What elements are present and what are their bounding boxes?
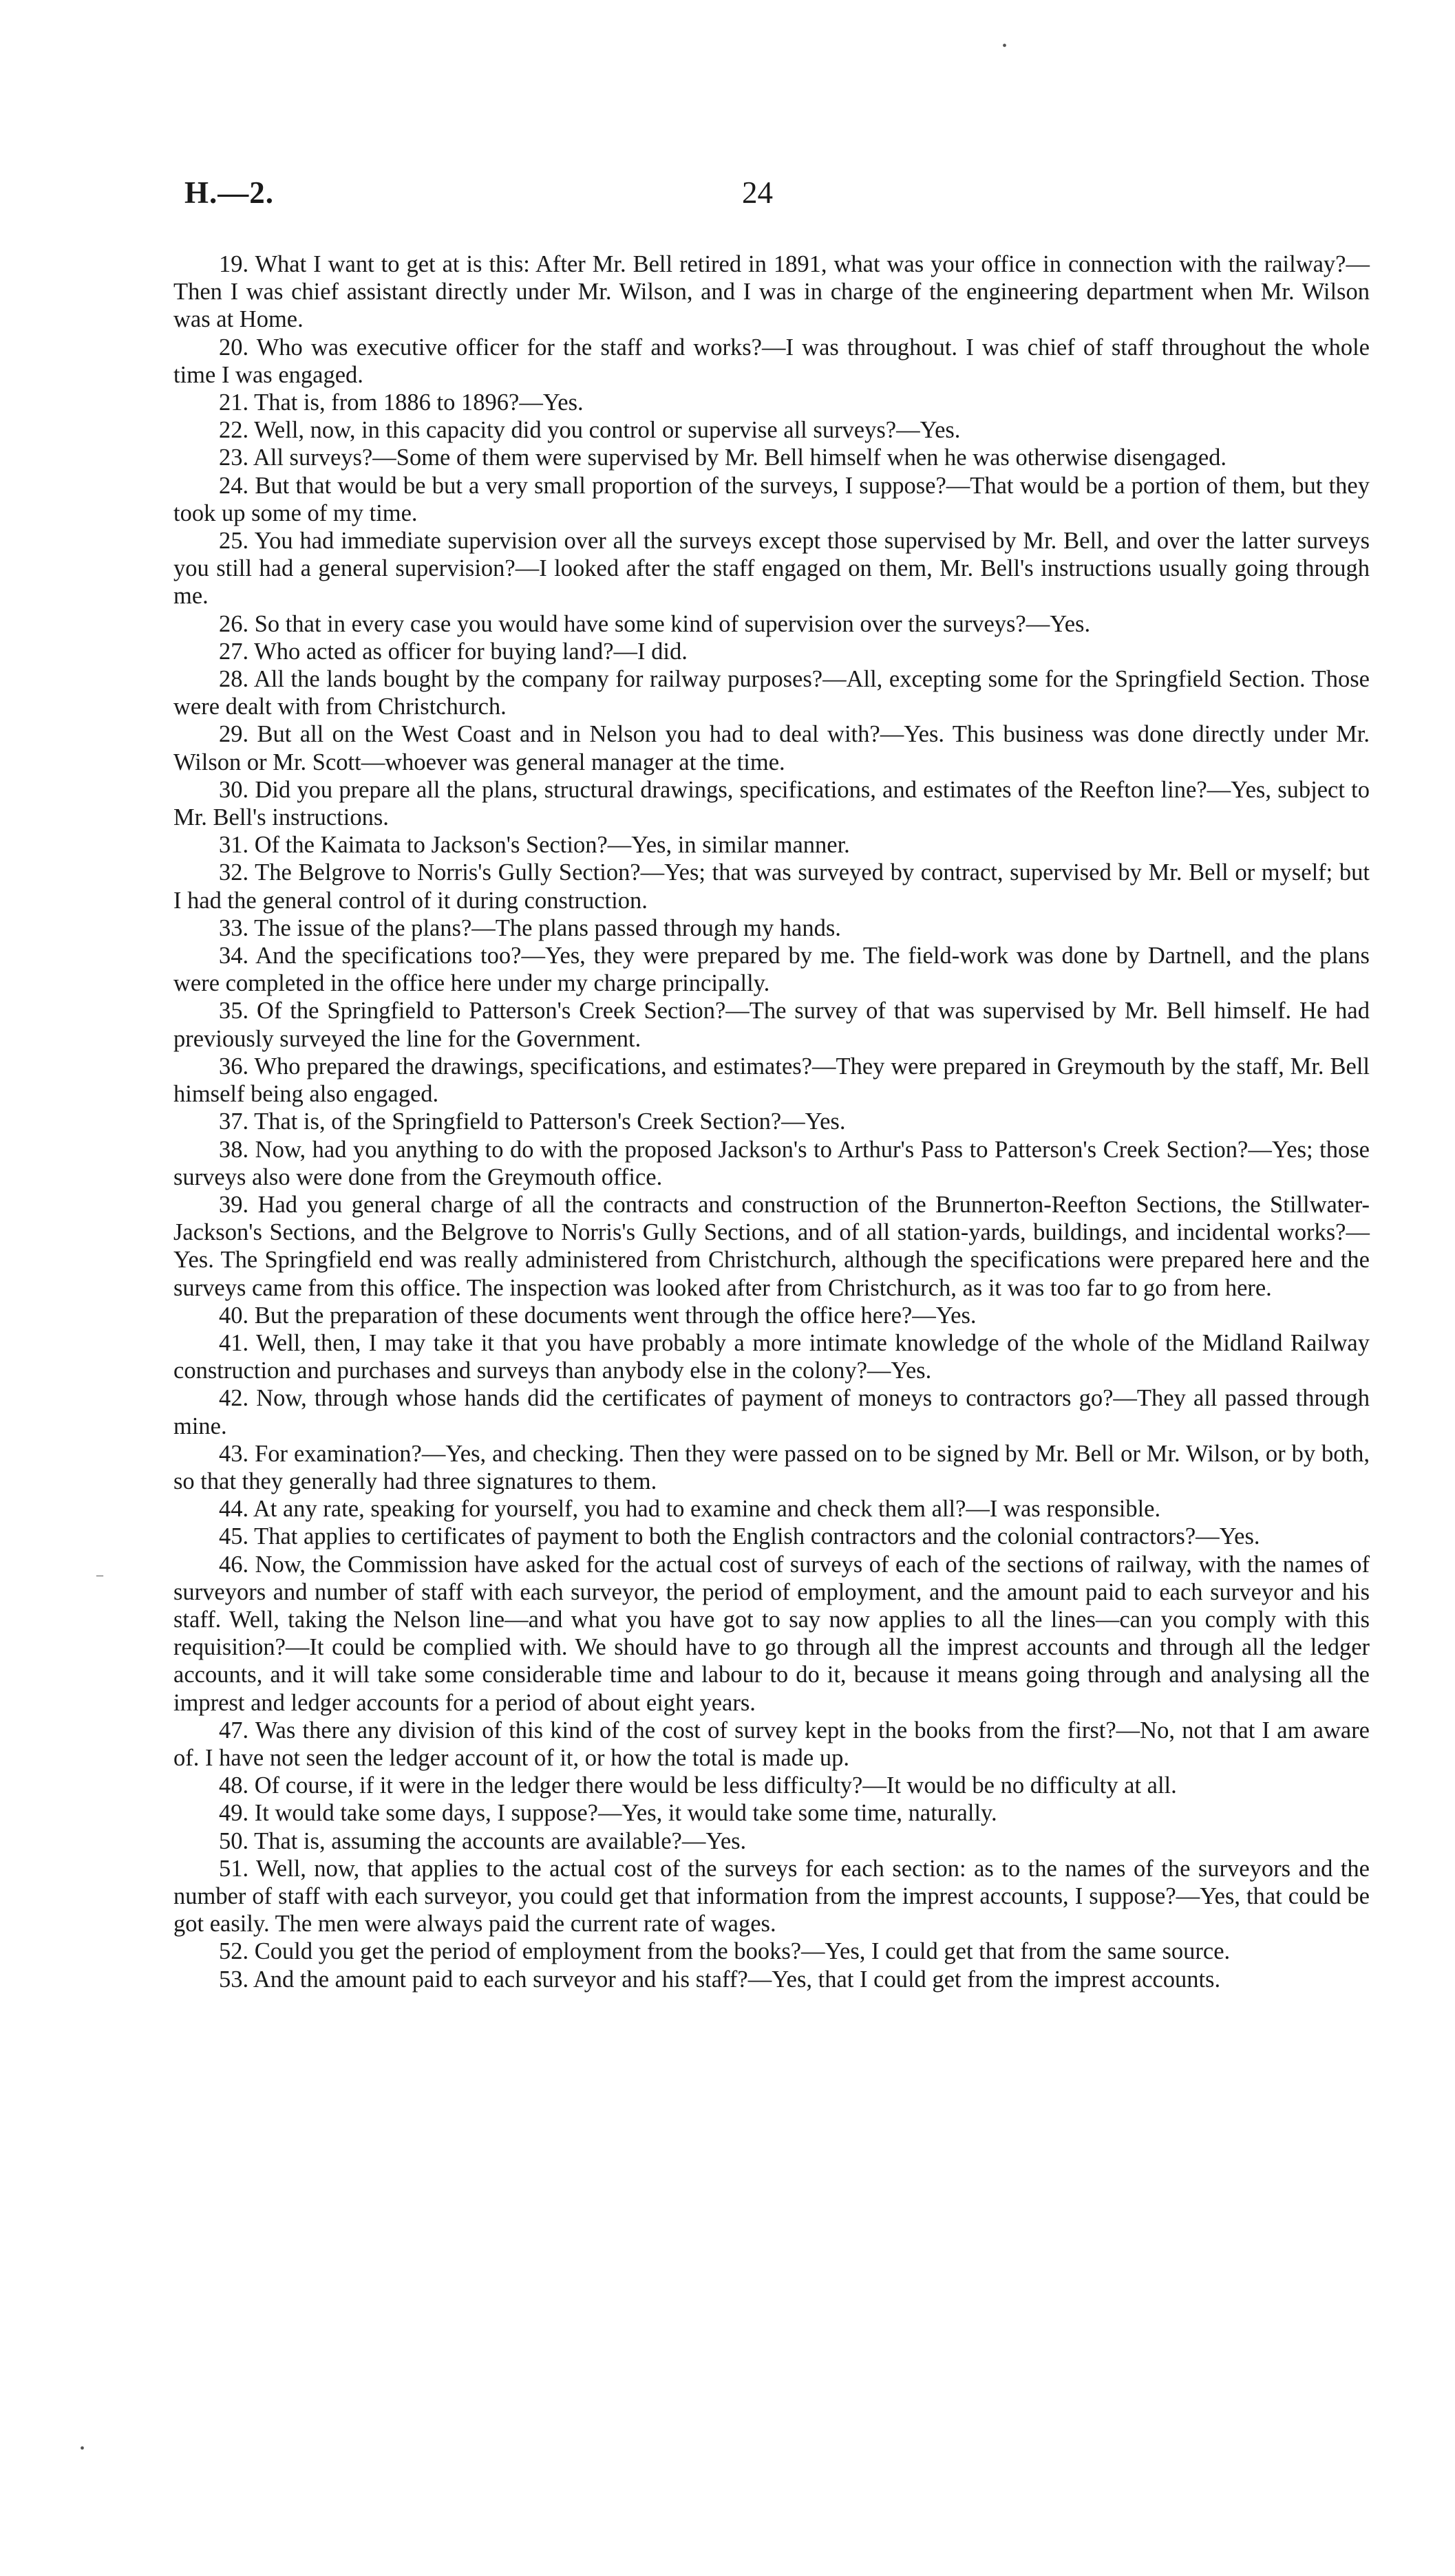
paragraph: 53. And the amount paid to each surveyor and his staff?—Yes, that I could get from the imprest accounts. — [219, 1966, 1221, 1993]
paragraph: 32. The Belgrove to Norris's Gully Section?—Yes; that was surveyed by contract, supervised by Mr. Bell or myself; but I had the general control of it during construction. — [173, 859, 1370, 914]
testimony-body — [173, 250, 1370, 1993]
paragraph: 25. You had immediate supervision over all the surveys except those supervised by Mr. Bell, and over the latter surveys you still had a general supervision?—I looked after the staff engaged on them, Mr. Bell's instructions usually going through me. — [173, 528, 1370, 610]
paragraph: 42. Now, through whose hands did the certificates of payment of moneys to contractors go?—They all passed through mine. — [173, 1385, 1370, 1439]
scan-speck: • — [80, 2441, 85, 2456]
paragraph: 21. That is, from 1886 to 1896?—Yes. — [219, 389, 584, 416]
paragraph: 29. But all on the West Coast and in Nelson you had to deal with?—Yes. This business was done directly under Mr. Wilson or Mr. Scott—whoever was general manager at the time. — [173, 721, 1370, 775]
paragraph: 22. Well, now, in this capacity did you control or supervise all surveys?—Yes. — [219, 417, 961, 444]
paragraph: 49. It would take some days, I suppose?—Yes, it would take some time, naturally. — [219, 1800, 997, 1827]
paragraph: 44. At any rate, speaking for yourself, you had to examine and check them all?—I was responsible. — [219, 1496, 1161, 1523]
paragraph: 28. All the lands bought by the company for railway purposes?—All, excepting some for the Springfield Section. Those were dealt with from Christchurch. — [173, 666, 1370, 720]
page-number: 24 — [742, 175, 773, 210]
paragraph: 48. Of course, if it were in the ledger there would be less difficulty?—It would be no difficulty at all. — [219, 1772, 1177, 1799]
paragraph: 26. So that in every case you would have some kind of supervision over the surveys?—Yes. — [219, 610, 1091, 637]
paragraph: 46. Now, the Commission have asked for the actual cost of surveys of each of the sections of railway, with the names of surveyors and number of staff with each surveyor, the period of employment, and the amount paid to each surveyor and his staff. Well, taking the Nelson line—and what you have got to say now applies to all the lines—can you comply with this requisition?—It could be complied with. We should have to go through all the imprest accounts and through all the ledger accounts, and it will take some considerable time and labour to do it, because it means going through and analysing all the imprest and ledger accounts for a period of about eight years. — [173, 1551, 1370, 1716]
paragraph: 23. All surveys?—Some of them were supervised by Mr. Bell himself when he was otherwise disengaged. — [219, 444, 1227, 471]
paragraph: 52. Could you get the period of employment from the books?—Yes, I could get that from the same source. — [219, 1938, 1231, 1965]
paragraph: 40. But the preparation of these documents went through the office here?—Yes. — [219, 1302, 977, 1329]
paragraph: 38. Now, had you anything to do with the proposed Jackson's to Arthur's Pass to Patterson's Creek Section?—Yes; those surveys also were done from the Greymouth office. — [173, 1136, 1370, 1190]
paragraph: 50. That is, assuming the accounts are available?—Yes. — [219, 1827, 747, 1854]
scan-speck: – — [96, 1567, 103, 1582]
paragraph: 41. Well, then, I may take it that you have probably a more intimate knowledge of the whole of the Midland Railway construction and purchases and surveys than anybody else in the colony?—Yes. — [173, 1329, 1370, 1384]
paragraph: 34. And the specifications too?—Yes, they were prepared by me. The field-work was done by Dartnell, and the plans were completed in the office here under my charge principally. — [173, 943, 1370, 997]
paragraph: 31. Of the Kaimata to Jackson's Section?—Yes, in similar manner. — [219, 832, 850, 859]
paragraph: 37. That is, of the Springfield to Patterson's Creek Section?—Yes. — [219, 1108, 846, 1135]
paragraph: 45. That applies to certificates of payment to both the English contractors and the colonial contractors?—Yes. — [219, 1523, 1260, 1550]
paragraph: 39. Had you general charge of all the contracts and construction of the Brunnerton-Reefton Sections, the Stillwater-Jackson's Sections, and the Belgrove to Norris's Gully Sections, and of all station-yards, buildings, and incidental works?—Yes. The Springfield end was really administered from Christchurch, although the specifications were prepared here and the surveys came from this office. The inspection was looked after from Christchurch, as it was too far to go from here. — [173, 1191, 1370, 1301]
document-reference: H.—2. — [184, 175, 275, 210]
paragraph: 27. Who acted as officer for buying land?—I did. — [219, 638, 688, 665]
paragraph: 47. Was there any division of this kind of the cost of survey kept in the books from the first?—No, not that I am aware of. I have not seen the ledger account of it, or how the total is made up. — [173, 1717, 1370, 1771]
paragraph: 20. Who was executive officer for the staff and works?—I was throughout. I was chief of staff throughout the whole time I was engaged. — [173, 334, 1370, 388]
paragraph: 19. What I want to get at is this: After Mr. Bell retired in 1891, what was your office in connection with the railway?—Then I was chief assistant directly under Mr. Wilson, and I was in charge of the engineering department when Mr. Wilson was at Home. — [173, 251, 1370, 333]
paragraph: 35. Of the Springfield to Patterson's Creek Section?—The survey of that was supervised by Mr. Bell himself. He had previously surveyed the line for the Government. — [173, 998, 1370, 1052]
paragraph: 30. Did you prepare all the plans, structural drawings, specifications, and estimates of the Reefton line?—Yes, subject to Mr. Bell's instructions. — [173, 776, 1370, 831]
paragraph: 36. Who prepared the drawings, specifications, and estimates?—They were prepared in Greymouth by the staff, Mr. Bell himself being also engaged. — [173, 1053, 1370, 1108]
paragraph: 33. The issue of the plans?—The plans passed through my hands. — [219, 914, 841, 941]
paragraph: 24. But that would be but a very small proportion of the surveys, I suppose?—That would be a portion of them, but they took up some of my time. — [173, 472, 1370, 526]
scan-speck: • — [1002, 39, 1008, 54]
paragraph: 43. For examination?—Yes, and checking. Then they were passed on to be signed by Mr. Bell or Mr. Wilson, or by both, so that they generally had three signatures to them. — [173, 1440, 1370, 1494]
page-header — [184, 175, 1368, 223]
paragraph: 51. Well, now, that applies to the actual cost of the surveys for each section: as to the names of the surveyors and the number of staff with each surveyor, you could get that information from the imprest accounts, I suppose?—Yes, that could be got easily. The men were always paid the current rate of wages. — [173, 1855, 1370, 1938]
